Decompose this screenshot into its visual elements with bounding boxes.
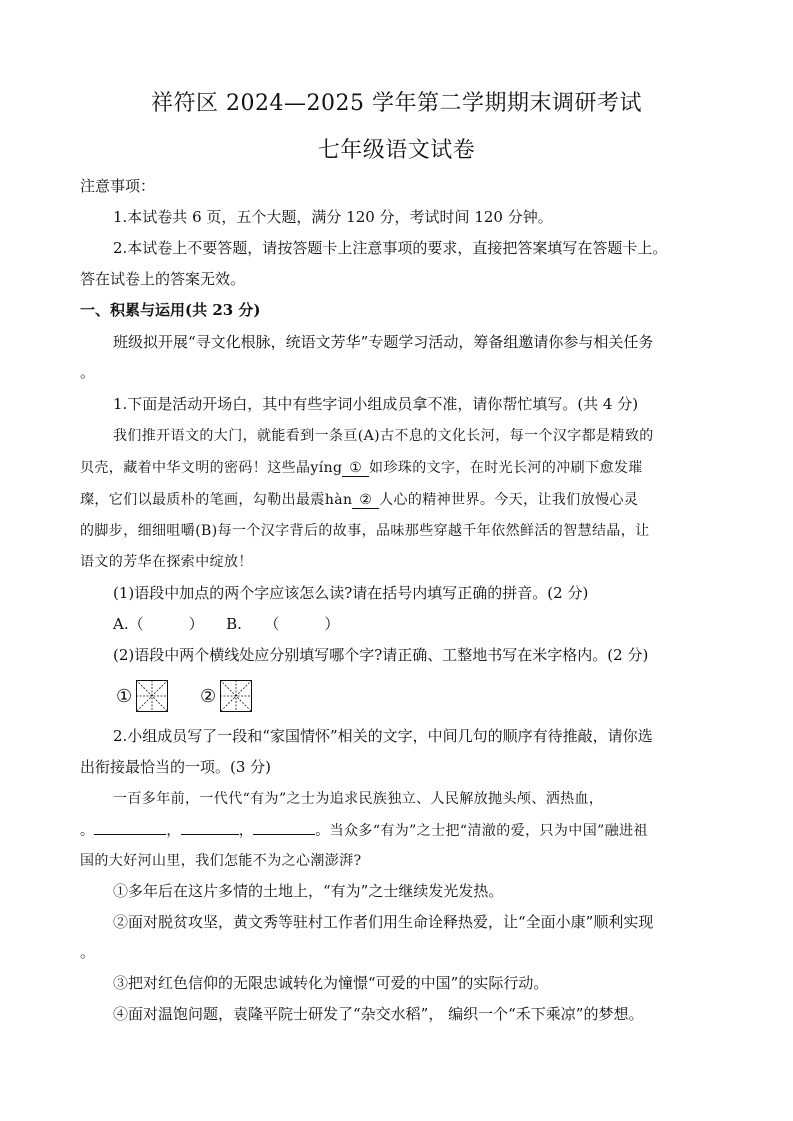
q1-passage-line: 我们推开语文的大门，就能看到一条亘(A)古不息的文化长河，每一个汉字都是精致的 bbox=[113, 428, 654, 444]
q2-option-3: ③把对红色信仰的无限忠诚转化为憧憬“可爱的中国”的实际行动。 bbox=[113, 974, 549, 992]
passage-text: 人心的精神世界。今天，让我们放慢心灵 bbox=[379, 492, 639, 508]
section-1-intro-cont: 。 bbox=[80, 363, 96, 381]
q1-sub-1: (1)语段中加点的两个字应该怎么读?请在括号内填写正确的拼音。(2 分) bbox=[113, 584, 589, 602]
comma: ， bbox=[238, 823, 254, 839]
passage-text: 璨，它们以最质朴的笔画，勾勒出最震 bbox=[80, 492, 325, 508]
passage-text: 如珍珠的文字，在时光长河的冲刷下愈发璀 bbox=[369, 460, 643, 476]
q2-passage-line: 一百多年前，一代代“有为”之士为追求民族独立、人民解放抛头颅、洒热血， bbox=[113, 791, 604, 807]
mizi-grid-icon bbox=[136, 680, 168, 712]
exam-subtitle: 七年级语文试卷 bbox=[317, 138, 476, 163]
q2-passage-line bbox=[80, 820, 648, 841]
q1-sub-1-answers bbox=[113, 614, 339, 634]
q1-passage-line bbox=[80, 458, 643, 478]
answer-blank bbox=[181, 820, 239, 835]
answer-a: A.（ ） bbox=[113, 615, 197, 633]
blank-1-mark: ① bbox=[349, 460, 363, 476]
grid-label-2: ② bbox=[200, 685, 217, 707]
passage-text: 贝壳，藏着中华文明的密码！这些晶 bbox=[80, 460, 311, 476]
blank-2 bbox=[352, 492, 379, 509]
pinyin-hàn: hàn bbox=[324, 492, 353, 508]
section-1-heading: 一、积累与运用(共 23 分) bbox=[80, 301, 261, 319]
section-1-intro: 班级拟开展“寻文化根脉，统语文芳华”专题学习活动，筹备组邀请你参与相关任务 bbox=[113, 333, 654, 351]
q2-option-2-cont: 。 bbox=[80, 943, 96, 961]
pinyin-yíng: yíng bbox=[310, 460, 343, 476]
answer-blank bbox=[94, 820, 166, 835]
q1-sub-2: (2)语段中两个横线处应分别填写哪个字?请正确、工整地书写在米字格内。(2 分) bbox=[113, 646, 649, 664]
passage-text: 。 bbox=[80, 823, 95, 839]
q2-option-2: ②面对脱贫攻坚，黄文秀等驻村工作者们用生命诠释热爱，让“全面小康”顺利实现 bbox=[113, 913, 654, 931]
mizi-grid-icon bbox=[220, 680, 252, 712]
q1-passage-line: 的脚步，细细咀嚼(B)每一个汉字背后的故事，品味那些穿越千年依然鲜活的智慧结晶，让 bbox=[80, 523, 650, 539]
notice-item-2: 2.本试卷上不要答题，请按答题卡上注意事项的要求，直接把答案填写在答题卡上。 bbox=[113, 239, 668, 257]
notice-item-2-cont: 答在试卷上的答案无效。 bbox=[80, 270, 246, 288]
q2-option-4: ④面对温饱问题，袁隆平院士研发了“杂交水稻”， 编织一个“禾下乘凉”的梦想。 bbox=[113, 1005, 644, 1023]
exam-title: 祥符区 2024—2025 学年第二学期期末调研考试 bbox=[151, 91, 642, 116]
notice-heading: 注意事项： bbox=[80, 177, 156, 195]
answer-b: B. （ ） bbox=[226, 615, 340, 633]
q2-option-1: ①多年后在这片多情的土地上，“有为”之士继续发光发热。 bbox=[113, 882, 504, 900]
blank-1 bbox=[342, 460, 369, 477]
q2-stem-cont: 出衔接最恰当的一项。(3 分) bbox=[80, 758, 272, 776]
mizi-grid-1 bbox=[116, 678, 168, 714]
passage-text: 。当众多“有为”之士把“清澈的爱，只为中国”融进祖 bbox=[315, 823, 648, 839]
blank-2-mark: ② bbox=[359, 492, 373, 508]
q2-stem: 2.小组成员写了一段和“家国情怀”相关的文字，中间几句的顺序有待推敲，请你选 bbox=[113, 727, 653, 745]
notice-item-1: 1.本试卷共 6 页，五个大题，满分 120 分，考试时间 120 分钟。 bbox=[113, 208, 553, 226]
q1-stem: 1.下面是活动开场白，其中有些字词小组成员拿不准，请你帮忙填写。(共 4 分) bbox=[113, 395, 639, 413]
mizi-grid-2 bbox=[200, 678, 252, 714]
comma: ， bbox=[166, 823, 181, 839]
q2-passage-line: 国的大好河山里，我们怎能不为之心潮澎湃? bbox=[80, 853, 362, 869]
grid-label-1: ① bbox=[116, 685, 133, 707]
q1-passage-line: 语文的芳华在探索中绽放！ bbox=[80, 554, 253, 570]
answer-blank bbox=[253, 820, 315, 835]
q1-passage-line bbox=[80, 490, 638, 510]
